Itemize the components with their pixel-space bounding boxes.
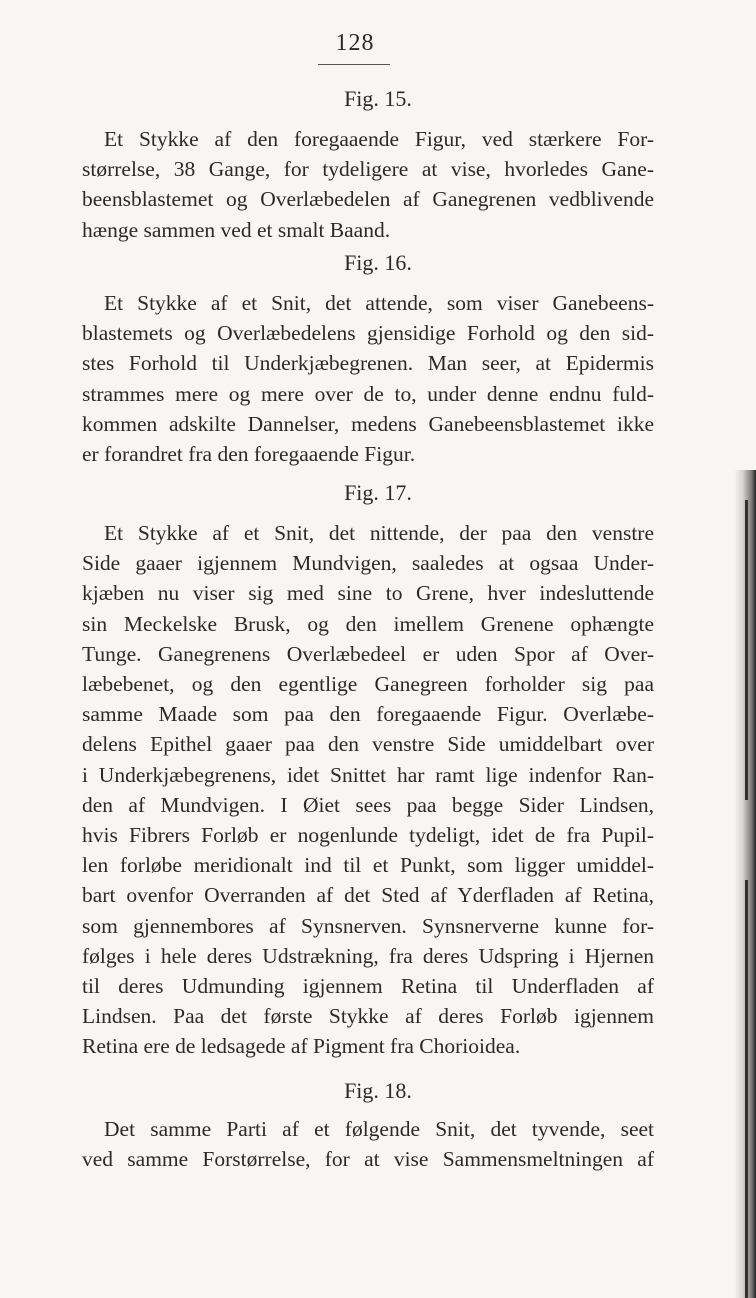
caption-line: hænge sammen ved et smalt Baand. [82, 217, 391, 242]
caption-line: i Underkjæbegrenens, idet Snittet har ramt lige indenfor Ran- [82, 762, 654, 787]
caption-line: delens Epithel gaaer paa den venstre Side umiddelbart over [82, 732, 654, 757]
caption-line: Et Stykke af et Snit, det attende, som viser Ganebeens- [104, 291, 654, 315]
page-binding-line [745, 880, 748, 1298]
caption-line: til deres Udmunding igjennem Retina til Underfladen af [82, 974, 654, 999]
page-number-rule [318, 64, 390, 65]
caption-line: Side gaaer igjennem Mundvigen, saaledes at ogsaa Under- [82, 551, 654, 576]
caption-line: hvis Fibrers Forløb er nogenlunde tydeligt, idet de fra Pupil- [82, 823, 654, 848]
caption-line: den af Mundvigen. I Øiet sees paa begge Sider Lindsen, [82, 792, 654, 817]
caption-line: stes Forhold til Underkjæbegrenen. Man seer, at Epidermis [82, 351, 654, 376]
caption-line: som gjennembores af Synsnerven. Synsnerverne kunne for- [82, 913, 654, 938]
page-number: 128 [335, 30, 375, 56]
caption-line: strammes mere og mere over de to, under denne endnu fuld- [82, 381, 654, 406]
caption-line: sin Meckelske Brusk, og den imellem Grenene ophængte [82, 611, 654, 636]
caption-line: len forløbe meridionalt ind til et Punkt, som ligger umiddel- [82, 853, 654, 878]
caption-line: beensblastemet og Overlæbedelen af Ganegrenen vedblivende [82, 187, 654, 212]
page-binding-line [745, 500, 748, 800]
caption-line: Tunge. Ganegrenens Overlæbedeel er uden Spor af Over- [82, 641, 654, 666]
fig-17-caption [82, 518, 654, 1062]
fig-18-heading: Fig. 18. [344, 1078, 412, 1103]
fig-15-caption [82, 124, 654, 245]
caption-line: læbebenet, og den egentlige Ganegreen forholder sig paa [82, 672, 654, 697]
caption-line: bart ovenfor Overranden af det Sted af Yderfladen af Retina, [82, 883, 654, 908]
caption-line: følges i hele deres Udstrækning, fra deres Udspring i Hjernen [82, 943, 654, 968]
caption-line: Lindsen. Paa det første Stykke af deres Forløb igjennem [82, 1004, 654, 1029]
caption-line: ved samme Forstørrelse, for at vise Sammensmeltningen af [82, 1147, 654, 1172]
fig-16-heading: Fig. 16. [344, 250, 412, 275]
caption-line: Retina ere de ledsagede af Pigment fra Chorioidea. [82, 1034, 521, 1059]
caption-line: kommen adskilte Dannelser, medens Ganebeensblastemet ikke [82, 411, 654, 436]
caption-line: størrelse, 38 Gange, for tydeligere at vise, hvorledes Gane- [82, 157, 654, 182]
fig-18-caption [82, 1114, 654, 1174]
caption-line: er forandret fra den foregaaende Figur. [82, 442, 416, 467]
caption-line: kjæben nu viser sig med sine to Grene, hver indesluttende [82, 581, 654, 606]
fig-15-heading: Fig. 15. [344, 86, 412, 111]
fig-16-caption [82, 288, 654, 469]
caption-line: Et Stykke af et Snit, det nittende, der paa den venstre [104, 521, 654, 545]
caption-line: Et Stykke af den foregaaende Figur, ved stærkere For- [104, 127, 654, 151]
caption-line: blastemets og Overlæbedelens gjensidige Forhold og den sid- [82, 321, 654, 346]
caption-line: samme Maade som paa den foregaaende Figur. Overlæbe- [82, 702, 654, 727]
fig-17-heading: Fig. 17. [344, 480, 412, 505]
caption-line: Det samme Parti af et følgende Snit, det tyvende, seet [104, 1117, 654, 1141]
